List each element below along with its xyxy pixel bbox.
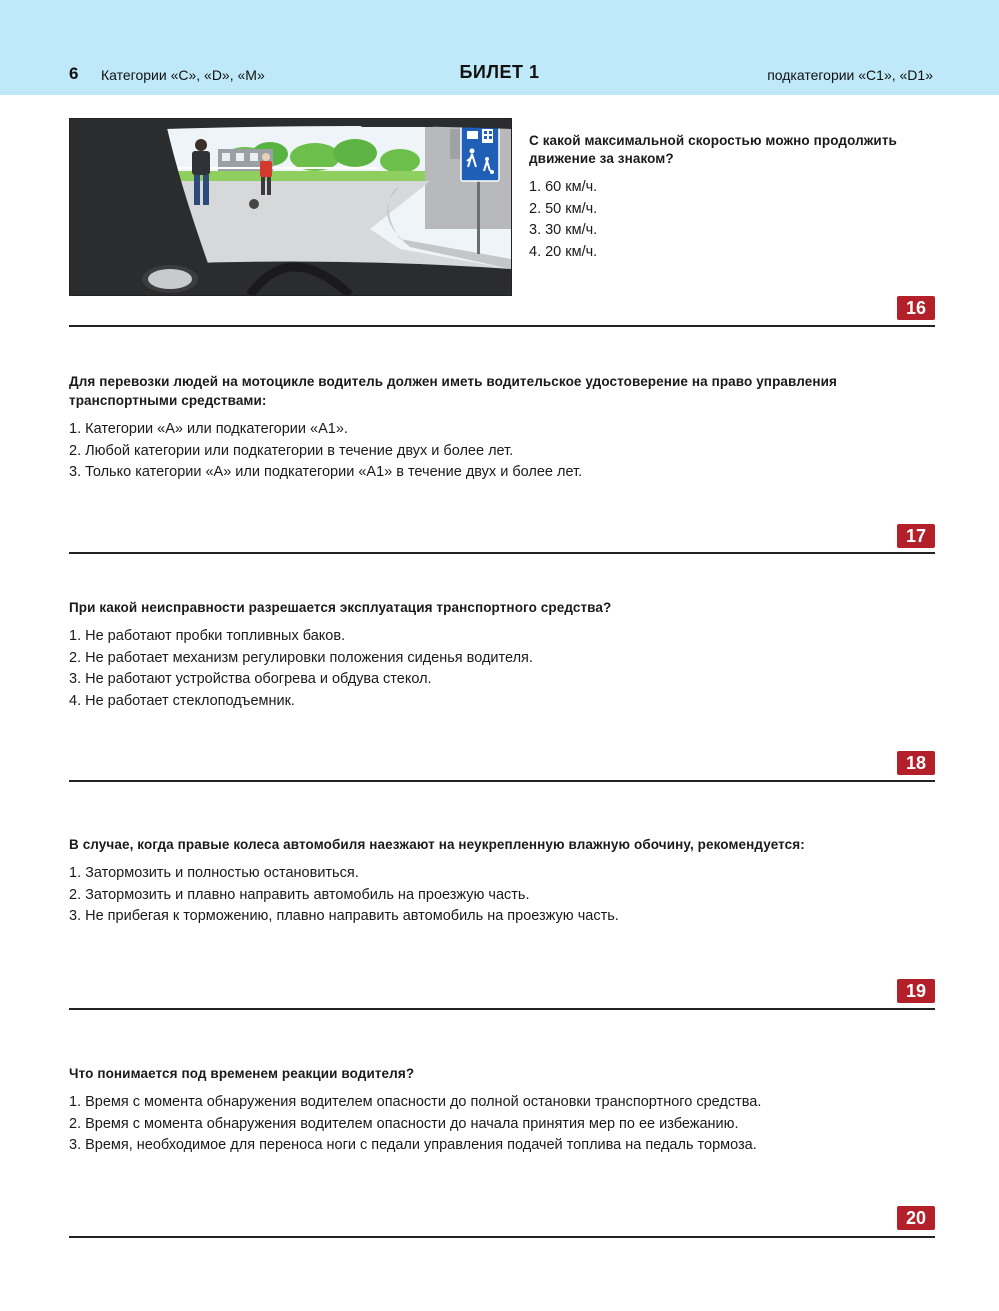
section-divider: [69, 1236, 935, 1238]
answer-option[interactable]: 4. Не работает стеклоподъемник.: [69, 692, 295, 709]
answer-option[interactable]: 1. Категории «А» или подкатегории «А1».: [69, 421, 348, 437]
section-divider: [69, 552, 935, 554]
question-number-badge: 19: [897, 979, 935, 1003]
answer-option[interactable]: 2. Затормозить и плавно направить автомобиль на проезжую часть.: [69, 886, 530, 903]
question-17: [69, 372, 935, 484]
answer-option[interactable]: 3. Не работают устройства обогрева и обдува стекол.: [69, 671, 432, 687]
question-text: При какой неисправности разрешается эксплуатация транспортного средства?: [69, 600, 612, 615]
question-20: [69, 1064, 935, 1157]
question-16: [529, 132, 929, 263]
answer-option[interactable]: 1. Время с момента обнаружения водителем опасности до полной остановки транспортного средства.: [69, 1094, 762, 1110]
categories-left: Категории «C», «D», «M»: [101, 67, 265, 83]
section-divider: [69, 1008, 935, 1010]
question-text: В случае, когда правые колеса автомобиля наезжают на неукрепленную влажную обочину, рекомендуется:: [69, 837, 805, 852]
answer-option[interactable]: 3. Не прибегая к торможению, плавно направить автомобиль на проезжую часть.: [69, 908, 619, 924]
answer-option[interactable]: 3. 30 км/ч.: [529, 222, 598, 238]
question-text: С какой максимальной скоростью можно продолжить движение за знаком?: [529, 133, 897, 166]
answer-option[interactable]: 2. 50 км/ч.: [529, 200, 598, 217]
question-number-badge: 16: [897, 296, 935, 320]
question-text: Для перевозки людей на мотоцикле водитель должен иметь водительское удостоверение на право управления транспортными средствами:: [69, 374, 837, 408]
answer-option[interactable]: 2. Время с момента обнаружения водителем опасности до начала принятия мер по ее избежанию.: [69, 1115, 739, 1132]
section-divider: [69, 780, 935, 782]
answer-option[interactable]: 3. Только категории «А» или подкатегории «А1» в течение двух и более лет.: [69, 464, 583, 480]
question-19: [69, 835, 935, 928]
answer-option[interactable]: 2. Не работает механизм регулировки положения сиденья водителя.: [69, 649, 533, 666]
question-text: Что понимается под временем реакции водителя?: [69, 1066, 415, 1081]
question-18: [69, 598, 935, 712]
answer-option[interactable]: 1. Затормозить и полностью остановиться.: [69, 865, 359, 881]
answer-option[interactable]: 1. Не работают пробки топливных баков.: [69, 628, 346, 644]
question-number-badge: 18: [897, 751, 935, 775]
section-divider: [69, 325, 935, 327]
answer-option[interactable]: 2. Любой категории или подкатегории в течение двух и более лет.: [69, 442, 514, 459]
living-zone-sign-icon: [461, 125, 499, 181]
answer-option[interactable]: 4. 20 км/ч.: [529, 243, 598, 260]
question-number-badge: 17: [897, 524, 935, 548]
answer-option[interactable]: 1. 60 км/ч.: [529, 179, 598, 195]
ticket-title: БИЛЕТ 1: [459, 62, 540, 82]
answer-option[interactable]: 3. Время, необходимое для переноса ноги с педали управления подачей топлива на педаль тормоза.: [69, 1137, 757, 1153]
road-scene-illustration: [69, 118, 512, 296]
question-number-badge: 20: [897, 1206, 935, 1230]
page-number: 6: [69, 64, 79, 83]
categories-right: подкатегории «C1», «D1»: [767, 67, 933, 83]
